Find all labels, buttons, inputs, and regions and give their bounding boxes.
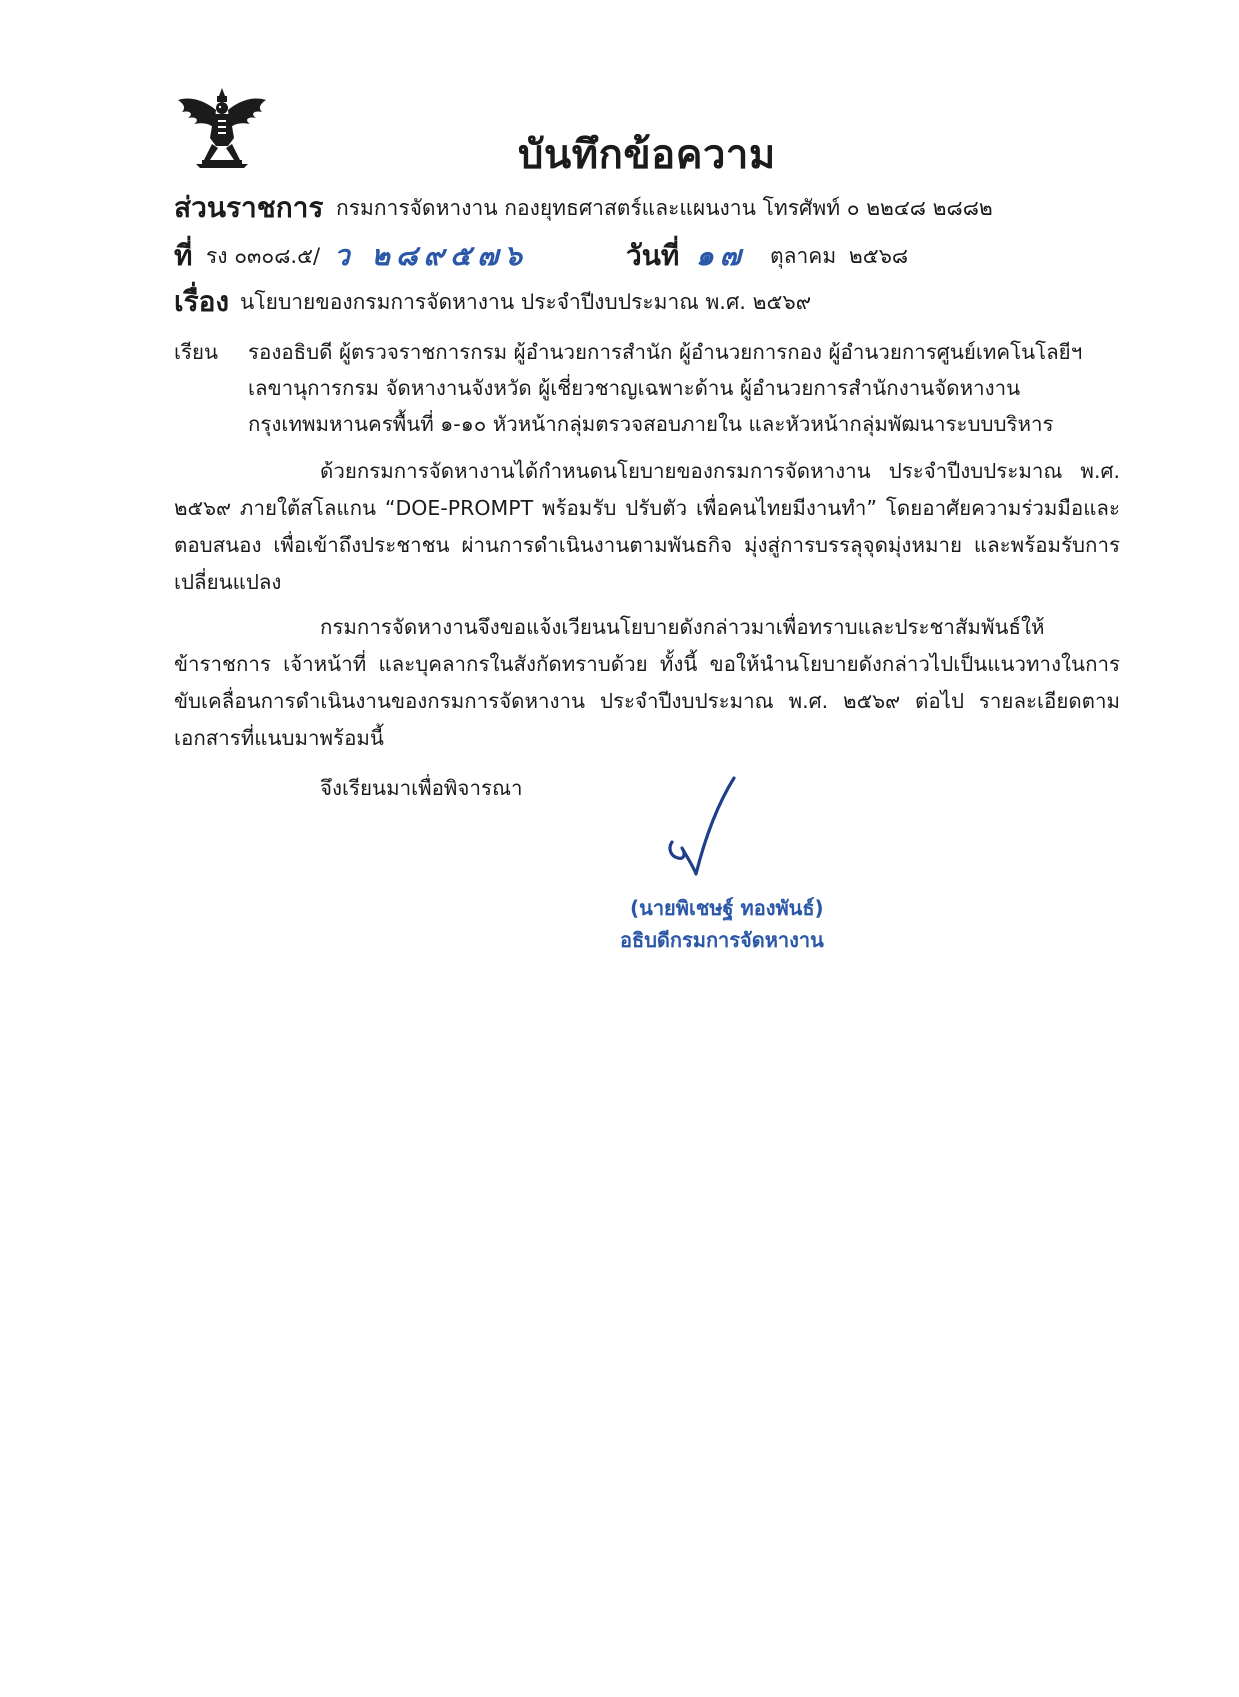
- memo-title: บันทึกข้อความ: [518, 132, 776, 178]
- ref-number-handwritten: ว ๒๘๙๕๗๖: [334, 239, 529, 272]
- body-paragraph-2-text: กรมการจัดหางานจึงขอแจ้งเวียนนโยบายดังกล่าวมาเพื่อทราบและประชาสัมพันธ์ให้ข้าราชการ เจ้าหน้าที่ และบุคลากรในสังกัดทราบด้วย ทั้งนี้ ขอให้นำนโยบายดังกล่าวไปเป็นแนวทางในการขับเคลื่อนการดำเนินงานของกรมการจัดหางาน ประจำปีงบประมาณ พ.ศ. ๒๕๖๙ ต่อไป รายละเอียดตามเอกสารที่แนบมาพร้อมนี้: [174, 615, 1120, 750]
- subject-label: เรื่อง: [174, 285, 230, 318]
- date-month-year: ตุลาคม ๒๕๖๘: [770, 244, 909, 268]
- closing-line: จึงเรียนมาเพื่อพิจารณา: [320, 776, 523, 800]
- division-value: กรมการจัดหางาน กองยุทธศาสตร์และแผนงาน โทรศัพท์ ๐ ๒๒๔๘ ๒๘๘๒: [336, 196, 993, 220]
- subject-value: นโยบายของกรมการจัดหางาน ประจำปีงบประมาณ พ.ศ. ๒๕๖๙: [240, 290, 812, 314]
- body-paragraph-1: [174, 453, 1120, 601]
- ref-prefix: รง ๐๓๐๘.๕/: [206, 244, 321, 268]
- ref-label: ที่: [174, 239, 193, 272]
- salutation-line-2: เลขานุการกรม จัดหางานจังหวัด ผู้เชี่ยวชาญเฉพาะด้าน ผู้อำนวยการสำนักงานจัดหางาน: [248, 376, 1021, 400]
- garuda-emblem: [176, 86, 268, 168]
- date-label: วันที่: [626, 239, 680, 272]
- signer-position: อธิบดีกรมการจัดหางาน: [620, 928, 824, 952]
- body-paragraph-1-text: ด้วยกรมการจัดหางานได้กำหนดนโยบายของกรมการจัดหางาน ประจำปีงบประมาณ พ.ศ. ๒๕๖๙ ภายใต้สโลแกน “DOE-PROMPT พร้อมรับ ปรับตัว เพื่อคนไทยมีงานทำ” โดยอาศัยความร่วมมือและตอบสนอง เพื่อเข้าถึงประชาชน ผ่านการดำเนินงานตามพันธกิจ มุ่งสู่การบรรลุจุดมุ่งหมาย และพร้อมรับการเปลี่ยนแปลง: [174, 459, 1120, 594]
- salutation-label: เรียน: [174, 340, 219, 364]
- signer-name: (นายพิเชษฐ์ ทองพันธ์): [630, 896, 824, 920]
- salutation-line-3: กรุงเทพมหานครพื้นที่ ๑-๑๐ หัวหน้ากลุ่มตรวจสอบภายใน และหัวหน้ากลุ่มพัฒนาระบบบริหาร: [248, 412, 1054, 436]
- division-label: ส่วนราชการ: [174, 191, 324, 224]
- body-paragraph-2: [174, 609, 1120, 757]
- salutation-line-1: รองอธิบดี ผู้ตรวจราชการกรม ผู้อำนวยการสำนัก ผู้อำนวยการกอง ผู้อำนวยการศูนย์เทคโนโลยีฯ: [248, 340, 1083, 364]
- signature-mark: [654, 770, 744, 880]
- date-day-handwritten: ๑๗: [696, 239, 747, 272]
